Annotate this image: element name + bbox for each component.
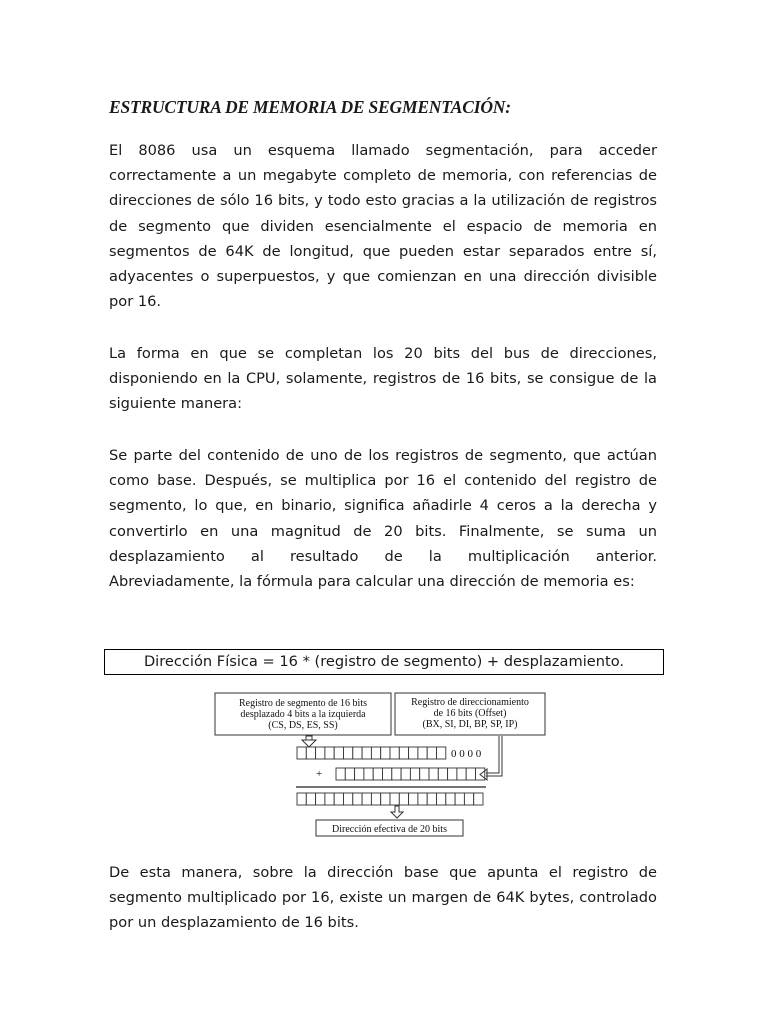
register-cell bbox=[344, 793, 353, 805]
register-cell bbox=[401, 768, 410, 780]
register-cell bbox=[438, 768, 447, 780]
register-cell bbox=[325, 793, 334, 805]
register-cell bbox=[381, 747, 390, 759]
register-cell bbox=[410, 768, 419, 780]
register-cell bbox=[362, 747, 371, 759]
register-cell bbox=[371, 793, 380, 805]
register-cell bbox=[418, 793, 427, 805]
register-cell bbox=[437, 747, 446, 759]
register-cell bbox=[448, 768, 457, 780]
offset-box-line-2: de 16 bits (Offset) bbox=[433, 708, 507, 719]
appended-zeros: 0 0 0 0 bbox=[451, 748, 482, 760]
offset-cells bbox=[336, 768, 485, 780]
result-label: Dirección efectiva de 20 bits bbox=[332, 824, 447, 835]
register-cell bbox=[306, 793, 315, 805]
register-cell bbox=[457, 768, 466, 780]
register-cell bbox=[334, 793, 343, 805]
register-cell bbox=[409, 793, 418, 805]
register-cell bbox=[474, 793, 483, 805]
register-cell bbox=[364, 768, 373, 780]
formula-box: Dirección Física = 16 * (registro de segmento) + desplazamiento. bbox=[104, 649, 664, 675]
plus-sign: + bbox=[316, 768, 323, 780]
register-cell bbox=[390, 793, 399, 805]
register-cell bbox=[316, 747, 325, 759]
register-cell bbox=[355, 768, 364, 780]
register-cell bbox=[297, 793, 306, 805]
register-cell bbox=[306, 747, 315, 759]
result-cells bbox=[297, 793, 483, 805]
offset-box-line-1: Registro de direccionamiento bbox=[411, 697, 529, 708]
register-cell bbox=[336, 768, 345, 780]
segmentation-diagram bbox=[210, 690, 550, 840]
register-cell bbox=[345, 768, 354, 780]
register-cell bbox=[399, 747, 408, 759]
page-title: ESTRUCTURA DE MEMORIA DE SEGMENTACIÓN: bbox=[109, 97, 511, 117]
register-cell bbox=[353, 747, 362, 759]
register-cell bbox=[373, 768, 382, 780]
register-cell bbox=[390, 747, 399, 759]
register-cell bbox=[334, 747, 343, 759]
register-cell bbox=[455, 793, 464, 805]
register-cell bbox=[446, 793, 455, 805]
register-cell bbox=[429, 768, 438, 780]
offset-box-line-3: (BX, SI, DI, BP, SP, IP) bbox=[422, 719, 518, 730]
register-cell bbox=[381, 793, 390, 805]
segment-box-line-2: desplazado 4 bits a la izquierda bbox=[240, 709, 366, 720]
segment-box-line-3: (CS, DS, ES, SS) bbox=[268, 720, 338, 731]
paragraph-address-bus: La forma en que se completan los 20 bits del bus de direcciones, disponiendo en la CPU, solamente, registros de 16 bits, se consigue de la siguiente manera: bbox=[109, 345, 657, 413]
segment-down-arrow bbox=[302, 736, 316, 747]
register-cell bbox=[427, 747, 436, 759]
result-down-arrow bbox=[391, 806, 403, 818]
register-cell bbox=[420, 768, 429, 780]
register-cell bbox=[392, 768, 401, 780]
paragraph-conclusion: De esta manera, sobre la dirección base que apunta el registro de segmento multiplicado por 16, existe un margen de 64K bytes, controlado por un desplazamiento de 16 bits. bbox=[109, 864, 657, 932]
register-cell bbox=[371, 747, 380, 759]
segment-box-line-1: Registro de segmento de 16 bits bbox=[238, 698, 368, 709]
shifted-segment-cells bbox=[297, 747, 446, 759]
register-cell bbox=[418, 747, 427, 759]
register-cell bbox=[427, 793, 436, 805]
register-cell bbox=[409, 747, 418, 759]
register-cell bbox=[325, 747, 334, 759]
register-cell bbox=[466, 768, 475, 780]
register-cell bbox=[353, 793, 362, 805]
paragraph-segmentation-intro: El 8086 usa un esquema llamado segmentación, para acceder correctamente a un megabyte completo de memoria, con referencias de direcciones de sólo 16 bits, y todo esto gracias a la utilización de registros de segmento que dividen esencialmente el espacio de memoria en segmentos de 64K de longitud, que pueden estar separados entre sí, adyacentes o superpuestos, y que comienzan en una dirección divisible por 16. bbox=[109, 142, 657, 311]
register-cell bbox=[399, 793, 408, 805]
register-cell bbox=[464, 793, 473, 805]
register-cell bbox=[437, 793, 446, 805]
paragraph-procedure: Se parte del contenido de uno de los registros de segmento, que actúan como base. Después, se multiplica por 16 el contenido del registro de segmento, lo que, en binario, significa añadirle 4 ceros a la derecha y convertirlo en una magnitud de 20 bits. Finalmente, se suma un desplazamiento al resultado de la multiplicación anterior. Abreviadamente, la fórmula para calcular una dirección de memoria es: bbox=[109, 447, 657, 591]
register-cell bbox=[316, 793, 325, 805]
register-cell bbox=[383, 768, 392, 780]
register-cell bbox=[362, 793, 371, 805]
register-cell bbox=[297, 747, 306, 759]
register-cell bbox=[344, 747, 353, 759]
